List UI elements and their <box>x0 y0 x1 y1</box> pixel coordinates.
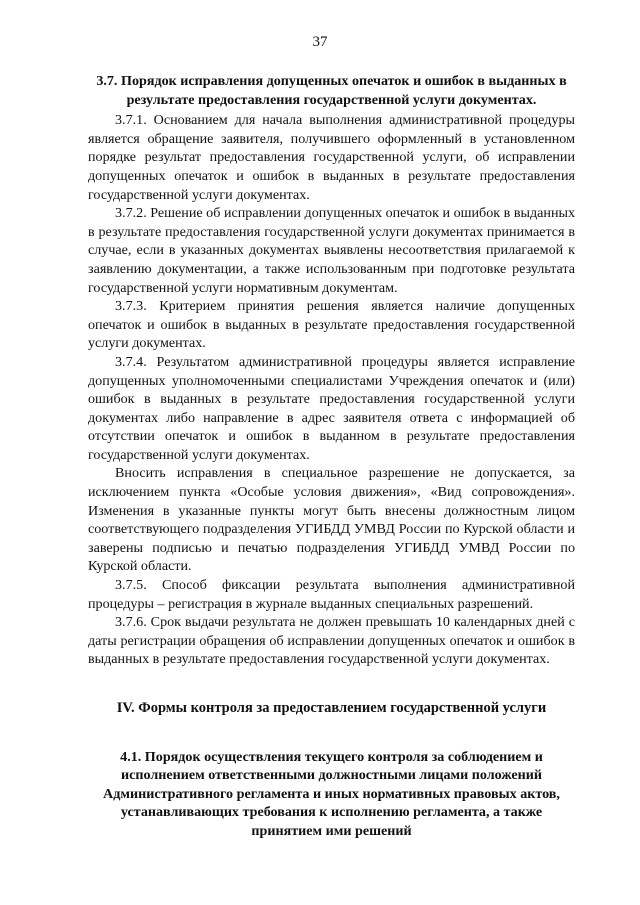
paragraph-corrections-rule: Вносить исправления в специальное разрешение не допускается, за исключением пункта «Особые условия движения», «Вид сопровождения». Изменения в указанные пункты могут быть внесены должностным лицом соответствующего подразделения УГИБДД УМВД России по Курской области и заверены подписью и печатью подразделения УГИБДД УМВД России по Курской области. <box>88 465 575 575</box>
paragraph-3-7-3: 3.7.3. Критерием принятия решения является наличие допущенных опечаток и ошибок в выданных в результате предоставления государственной услуги документах. <box>88 298 575 352</box>
section-4-1-heading: 4.1. Порядок осуществления текущего контроля за соблюдением и исполнением ответственными должностными лицами положений Административного регламента и иных нормативных правовых актов, устанавливающих требования к исполнению регламента, а также принятием ими решений <box>103 748 560 839</box>
section-3-7-heading: 3.7. Порядок исправления допущенных опечаток и ошибок в выданных в результате предоставления государственной услуги документах. <box>96 73 567 108</box>
paragraph-3-7-2: 3.7.2. Решение об исправлении допущенных опечаток и ошибок в выданных в результате предоставления государственной услуги документах принимается в случае, если в указанных документах выявлены несоответствия прилагаемой к заявлению документации, а также использованным при подготовке результата государственной услуги нормативным документам. <box>88 205 575 296</box>
paragraph-3-7-5: 3.7.5. Способ фиксации результата выполнения административной процедуры – регистрация в журнале выданных специальных разрешений. <box>88 577 575 612</box>
section-4-heading: IV. Формы контроля за предоставлением государственной услуги <box>116 700 547 716</box>
page-number: 37 <box>312 34 328 50</box>
paragraph-3-7-6: 3.7.6. Срок выдачи результата не должен превышать 10 календарных дней с даты регистрации обращения об исправлении допущенных опечаток и ошибок в выданных в результате предоставления государственной услуги документах. <box>88 614 575 668</box>
document-body <box>88 72 575 841</box>
paragraph-3-7-1: 3.7.1. Основанием для начала выполнения административной процедуры является обращение заявителя, получившего оформленный в установленном порядке результат предоставления государственной услуги, об исправлении допущенных опечаток и ошибок в выданных в результате предоставления государственной услуги документах. <box>88 112 575 203</box>
paragraph-3-7-4: 3.7.4. Результатом административной процедуры является исправление допущенных уполномоченными специалистами Учреждения опечаток и (или) ошибок в выданных в результате предоставления государственной услуги документах либо направление в адрес заявителя ответа с информацией об отсутствии опечаток и ошибок в выданном в результате предоставления государственной услуги документах. <box>88 353 575 463</box>
